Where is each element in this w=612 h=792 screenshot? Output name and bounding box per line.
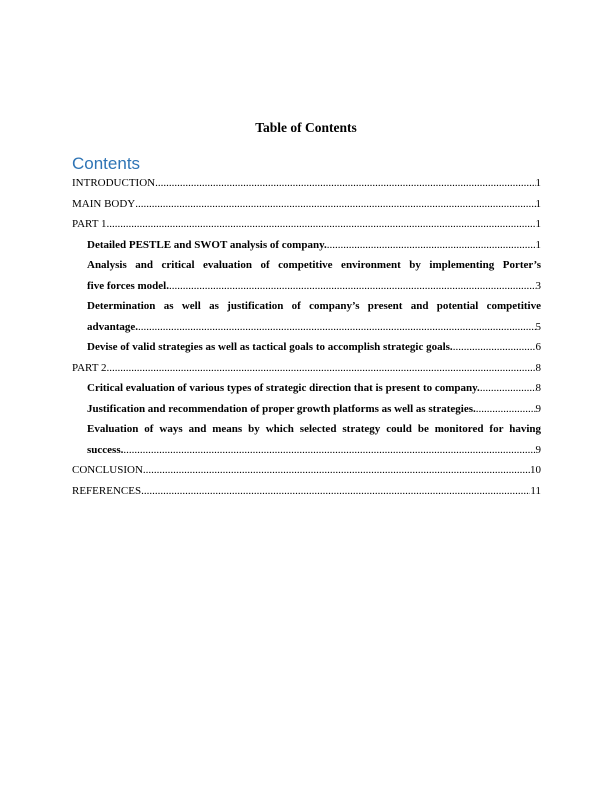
toc-entry-competitive-advantage[interactable]	[72, 296, 541, 337]
toc-page-number: 3	[535, 279, 541, 292]
toc-page-number: 9	[535, 443, 541, 456]
toc-page-number: 1	[535, 218, 541, 230]
toc-entry-text: REFERENCES	[72, 484, 142, 497]
toc-entry-text: MAIN BODY	[72, 197, 136, 210]
dot-leader	[155, 173, 535, 194]
toc-entry-strategy-monitoring[interactable]	[72, 419, 541, 460]
toc-entry-text: Critical evaluation of various types of strategic direction that is present to company.	[87, 382, 480, 394]
dot-leader	[107, 358, 536, 379]
dot-leader	[107, 214, 536, 235]
toc-page-number: 1	[535, 238, 541, 251]
toc-page-number: 1	[535, 197, 541, 210]
toc-entry-text-line1: Evaluation of ways and means by which selected strategy could be monitored for having	[87, 423, 541, 435]
dot-leader	[123, 440, 535, 461]
toc-entry-text: PART 2	[72, 361, 107, 374]
toc-entry-text: INTRODUCTION	[72, 177, 156, 189]
toc-entry-porters-five-forces[interactable]	[72, 255, 541, 296]
dot-leader	[476, 399, 536, 420]
dot-leader	[169, 276, 536, 297]
toc-entry-text: CONCLUSION	[72, 464, 143, 476]
toc-entry-text: PART 1	[72, 218, 107, 230]
dot-leader	[138, 317, 535, 338]
toc-entry-growth-platforms[interactable]	[72, 399, 541, 420]
dot-leader	[135, 194, 535, 215]
toc-entry-text: Justification and recommendation of proper growth platforms as well as strategies.	[87, 402, 476, 415]
toc-entry-introduction[interactable]	[72, 173, 541, 194]
toc-page-number: 8	[535, 361, 541, 374]
toc-entry-text-line1: Analysis and critical evaluation of competitive environment by implementing Porter’s	[87, 259, 541, 271]
toc-entry-text: success.	[87, 443, 124, 456]
toc-entry-valid-strategies[interactable]	[72, 337, 541, 358]
toc-page-number: 11	[530, 484, 541, 497]
toc-entry-references[interactable]	[72, 481, 541, 502]
dot-leader	[453, 337, 536, 358]
toc-entry-conclusion[interactable]	[72, 460, 541, 481]
toc-page-number: 6	[535, 341, 541, 353]
table-of-contents	[72, 173, 541, 501]
dot-leader	[480, 378, 536, 399]
page-heading: Table of Contents	[255, 120, 357, 135]
toc-entry-strategic-direction[interactable]	[72, 378, 541, 399]
toc-page-number: 9	[535, 402, 541, 415]
toc-entry-part-2[interactable]	[72, 358, 541, 379]
toc-page-number: 8	[535, 382, 541, 394]
toc-entry-text: five forces model.	[87, 279, 169, 292]
toc-entry-text-line1: Determination as well as justification of company’s present and potential competitive	[87, 300, 541, 312]
dot-leader	[143, 460, 530, 481]
dot-leader	[327, 235, 536, 256]
toc-page-number: 5	[535, 320, 541, 333]
toc-entry-pestle-swot[interactable]	[72, 235, 541, 256]
toc-entry-text: Devise of valid strategies as well as tactical goals to accomplish strategic goals.	[87, 341, 453, 353]
toc-page-number: 10	[530, 464, 541, 476]
toc-entry-text: advantage.	[87, 320, 139, 333]
toc-page-number: 1	[535, 177, 541, 189]
toc-title: Contents	[72, 154, 141, 173]
toc-entry-main-body[interactable]	[72, 194, 541, 215]
toc-entry-text: Detailed PESTLE and SWOT analysis of company.	[87, 238, 327, 251]
dot-leader	[141, 481, 530, 502]
toc-entry-part-1[interactable]	[72, 214, 541, 235]
